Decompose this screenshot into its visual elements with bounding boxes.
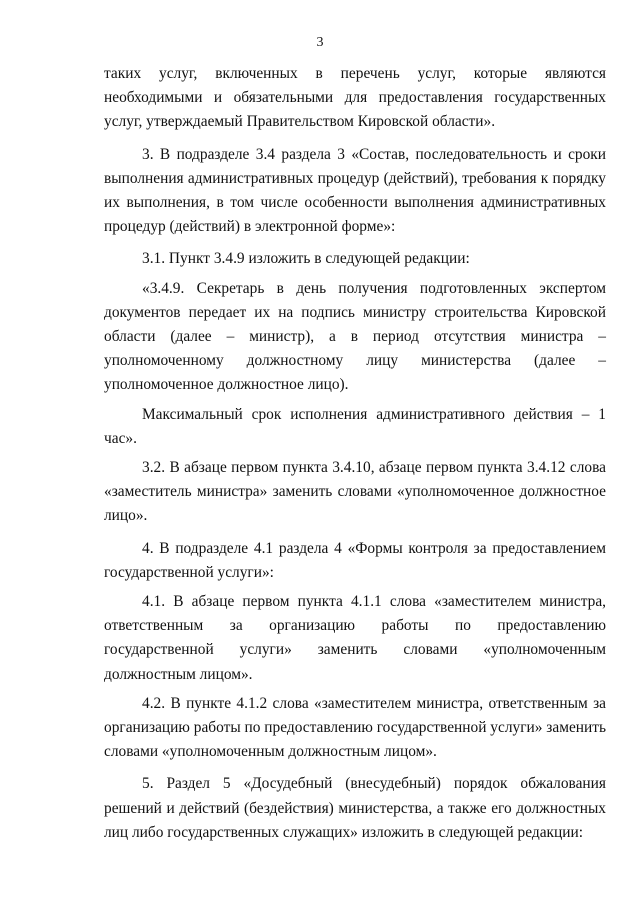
paragraph-continuation: таких услуг, включенных в перечень услуг, которые являются необходимыми и обязательными для предоставления государственных услуг, утверждаемый Правительством Кировской области».	[104, 65, 606, 131]
paragraph-item-3-2: 3.2. В абзаце первом пункта 3.4.10, абзаце первом пункта 3.4.12 слова «заместитель министра» заменить словами «уполномоченное должностное лицо».	[104, 459, 606, 525]
paragraph-item-4-2: 4.2. В пункте 4.1.2 слова «заместителем министра, ответственным за организацию работы по предоставлению государственной услуги» заменить словами «уполномоченным должностным лицом».	[104, 694, 606, 761]
paragraph-item-3-1: 3.1. Пункт 3.4.9 изложить в следующей редакции:	[142, 250, 470, 268]
paragraph-item-4-1: 4.1. В абзаце первом пункта 4.1.1 слова «заместителем министра, ответственным за организацию работы по предоставлению государственной услуги» заменить словами «уполномоченным должностным лицом».	[104, 593, 606, 683]
page-number: 3	[316, 35, 324, 50]
paragraph-quote-3-4-9: «3.4.9. Секретарь в день получения подготовленных экспертом документов передает их на подпись министру строительства Кировской области (далее – министр), а в период отсутствия министра – уполномоченному должностному лицу министерства (далее – уполномоченное должностное лицо).	[104, 279, 606, 394]
paragraph-item-3: 3. В подразделе 3.4 раздела 3 «Состав, последовательность и сроки выполнения административных процедур (действий), требования к порядку их выполнения, в том числе особенности выполнения административных процедур (действий) в электронной форме»:	[104, 145, 606, 236]
document-body	[104, 62, 606, 850]
paragraph-item-4: 4. В подразделе 4.1 раздела 4 «Формы контроля за предоставлением государственной услуги»:	[104, 539, 606, 581]
paragraph-max-time: Максимальный срок исполнения административного действия – 1 час».	[104, 405, 606, 447]
paragraph-item-5: 5. Раздел 5 «Досудебный (внесудебный) порядок обжалования решений и действий (бездействия) министерства, а также его должностных лиц либо государственных служащих» изложить в следующей редакции:	[104, 775, 606, 841]
